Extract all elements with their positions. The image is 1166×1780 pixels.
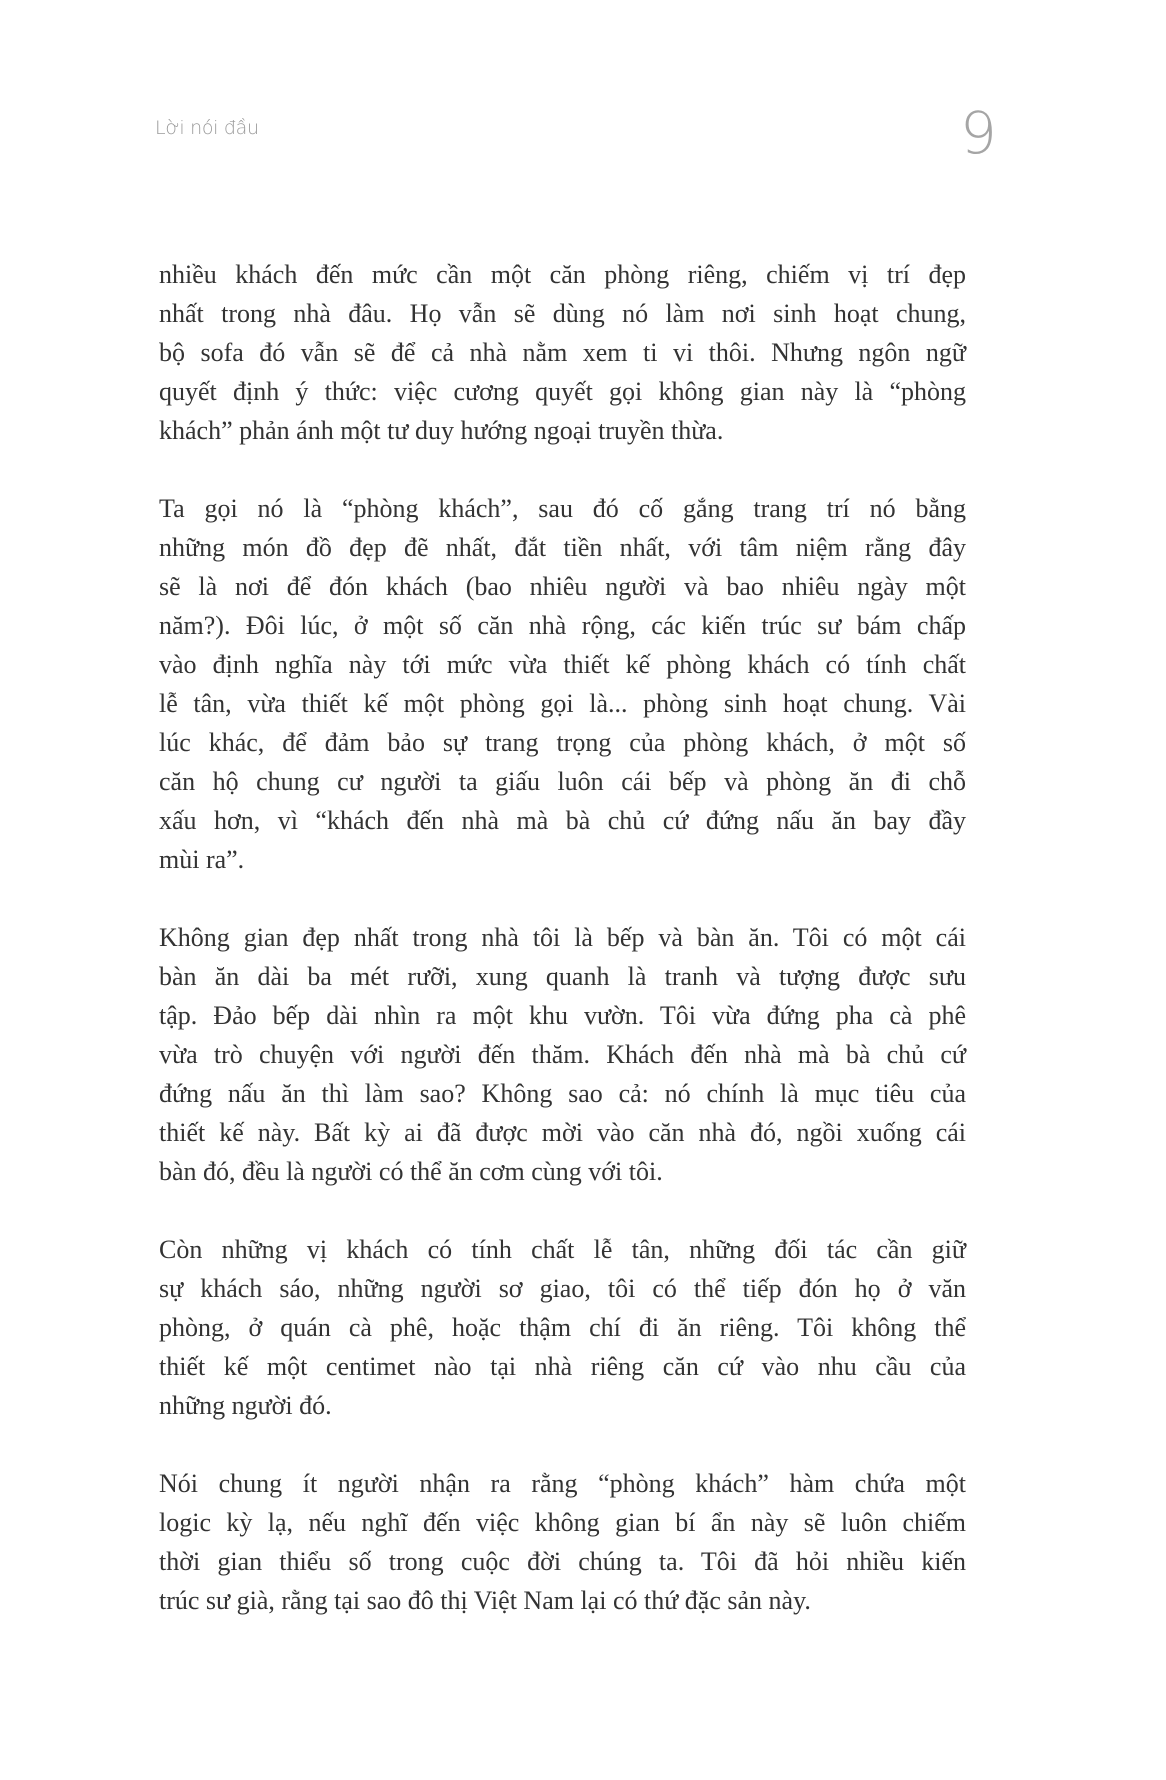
paragraph xyxy=(159,489,966,879)
text-line: khách” phản ánh một tư duy hướng ngoại truyền thừa. xyxy=(159,416,724,445)
text-line: nhất trong nhà đâu. Họ vẫn sẽ dùng nó làm nơi sinh hoạt chung, xyxy=(159,299,966,328)
text-line: tập. Đảo bếp dài nhìn ra một khu vườn. Tôi vừa đứng pha cà phê xyxy=(159,1001,966,1030)
text-line: Còn những vị khách có tính chất lễ tân, những đối tác cần giữ xyxy=(159,1235,966,1264)
text-line: Nói chung ít người nhận ra rằng “phòng khách” hàm chứa một xyxy=(159,1469,966,1498)
text-line: thời gian thiểu số trong cuộc đời chúng ta. Tôi đã hỏi nhiều kiến xyxy=(159,1547,966,1576)
text-line: lễ tân, vừa thiết kế một phòng gọi là... phòng sinh hoạt chung. Vài xyxy=(159,689,966,718)
text-line: logic kỳ lạ, nếu nghĩ đến việc không gian bí ẩn này sẽ luôn chiếm xyxy=(159,1508,966,1537)
text-line: những người đó. xyxy=(159,1391,332,1420)
text-line: thiết kế này. Bất kỳ ai đã được mời vào căn nhà đó, ngồi xuống cái xyxy=(159,1118,966,1147)
text-line: thiết kế một centimet nào tại nhà riêng căn cứ vào nhu cầu của xyxy=(159,1352,966,1381)
text-line: bàn đó, đều là người có thể ăn cơm cùng với tôi. xyxy=(159,1157,663,1186)
paragraph xyxy=(159,255,966,450)
text-line: bàn ăn dài ba mét rưỡi, xung quanh là tranh và tượng được sưu xyxy=(159,962,966,991)
text-line: mùi ra”. xyxy=(159,845,245,874)
text-line: phòng, ở quán cà phê, hoặc thậm chí đi ăn riêng. Tôi không thể xyxy=(159,1313,966,1342)
text-line: Ta gọi nó là “phòng khách”, sau đó cố gắng trang trí nó bằng xyxy=(159,494,966,523)
text-line: Không gian đẹp nhất trong nhà tôi là bếp và bàn ăn. Tôi có một cái xyxy=(159,923,966,952)
paragraph xyxy=(159,1464,966,1620)
text-line: quyết định ý thức: việc cương quyết gọi không gian này là “phòng xyxy=(159,377,966,406)
text-line: những món đồ đẹp đẽ nhất, đắt tiền nhất, với tâm niệm rằng đây xyxy=(159,533,966,562)
body-text xyxy=(159,255,966,1659)
text-line: vào định nghĩa này tới mức vừa thiết kế phòng khách có tính chất xyxy=(159,650,966,679)
page-number: 9 xyxy=(960,99,997,167)
paragraph xyxy=(159,1230,966,1425)
text-line: sự khách sáo, những người sơ giao, tôi có thể tiếp đón họ ở văn xyxy=(159,1274,966,1303)
paragraph xyxy=(159,918,966,1191)
text-line: lúc khác, để đảm bảo sự trang trọng của phòng khách, ở một số xyxy=(159,728,966,757)
text-line: bộ sofa đó vẫn sẽ để cả nhà nằm xem ti vi thôi. Nhưng ngôn ngữ xyxy=(159,338,966,367)
text-line: xấu hơn, vì “khách đến nhà mà bà chủ cứ đứng nấu ăn bay đầy xyxy=(159,806,966,835)
text-line: vừa trò chuyện với người đến thăm. Khách đến nhà mà bà chủ cứ xyxy=(159,1040,966,1069)
text-line: trúc sư già, rằng tại sao đô thị Việt Nam lại có thứ đặc sản này. xyxy=(159,1586,811,1615)
text-line: năm?). Đôi lúc, ở một số căn nhà rộng, các kiến trúc sư bám chấp xyxy=(159,611,966,640)
running-head-title: Lời nói đầu xyxy=(155,117,259,139)
text-line: nhiều khách đến mức cần một căn phòng riêng, chiếm vị trí đẹp xyxy=(159,260,966,289)
text-line: đứng nấu ăn thì làm sao? Không sao cả: nó chính là mục tiêu của xyxy=(159,1079,966,1108)
text-line: căn hộ chung cư người ta giấu luôn cái bếp và phòng ăn đi chỗ xyxy=(159,767,966,796)
text-line: sẽ là nơi để đón khách (bao nhiêu người và bao nhiêu ngày một xyxy=(159,572,966,601)
